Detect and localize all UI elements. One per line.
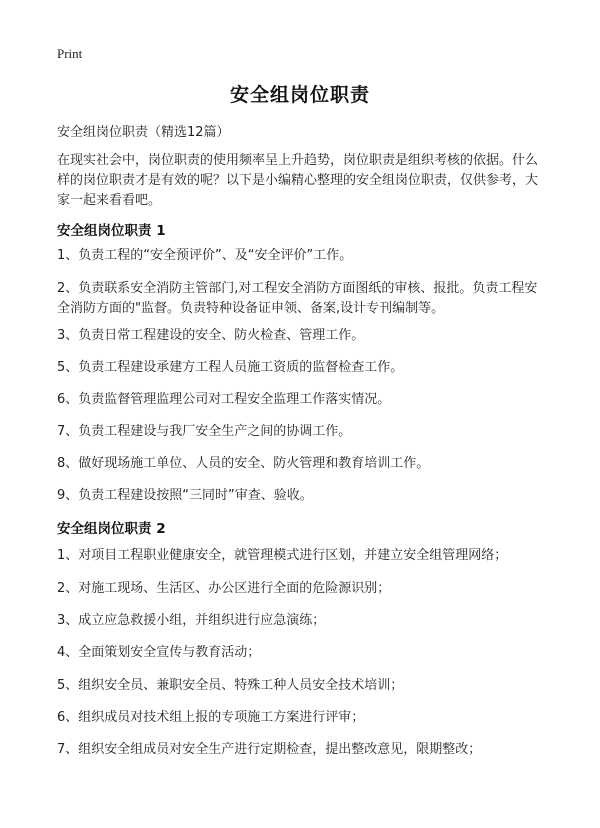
list-item: 3、成立应急救援小组，并组织进行应急演练；: [57, 613, 326, 628]
section-heading: 安全组岗位职责 2: [57, 521, 166, 537]
list-item: 2、负责联系安全消防主管部门,对工程安全消防方面图纸的审核、报批。负责工程安全消防方面的"监督。负责特种设备证申领、备案,设计专刊编制等。: [57, 281, 538, 316]
list-item: 2、对施工现场、生活区、办公区进行全面的危险源识别；: [57, 581, 391, 596]
print-label: Print: [57, 46, 83, 61]
list-item: 6、组织成员对技术组上报的专项施工方案进行评审；: [57, 710, 365, 725]
list-item: 9、负责工程建设按照“三同时”审查、验收。: [57, 488, 313, 503]
list-item: 3、负责日常工程建设的安全、防火检查、管理工作。: [57, 328, 365, 343]
list-item: 5、组织安全员、兼职安全员、特殊工种人员安全技术培训；: [57, 678, 404, 693]
section-heading: 安全组岗位职责 1: [57, 223, 166, 239]
list-item: 4、全面策划安全宣传与教育活动；: [57, 645, 261, 660]
list-item: 5、负责工程建设承建方工程人员施工资质的监督检查工作。: [57, 360, 404, 375]
page-title: 安全组岗位职责: [229, 84, 370, 106]
list-item: 1、对项目工程职业健康安全，就管理模式进行区划，并建立安全组管理网络；: [57, 548, 508, 563]
list-item: 6、负责监督管理监理公司对工程安全监理工作落实情况。: [57, 392, 391, 407]
list-item: 1、负责工程的“安全预评价”、及“安全评价”工作。: [57, 248, 353, 263]
intro-paragraph: 在现实社会中，岗位职责的使用频率呈上升趋势，岗位职责是组织考核的依据。什么样的岗位职责才是有效的呢？以下是小编精心整理的安全组岗位职责，仅供参考，大家一起来看看吧。: [57, 153, 539, 208]
list-item: 8、做好现场施工单位、人员的安全、防火管理和教育培训工作。: [57, 456, 430, 471]
list-item: 7、负责工程建设与我厂安全生产之间的协调工作。: [57, 424, 352, 439]
document-subtitle: 安全组岗位职责（精选12篇）: [57, 125, 230, 140]
list-item: 7、组织安全组成员对安全生产进行定期检查，提出整改意见，限期整改；: [57, 742, 482, 757]
